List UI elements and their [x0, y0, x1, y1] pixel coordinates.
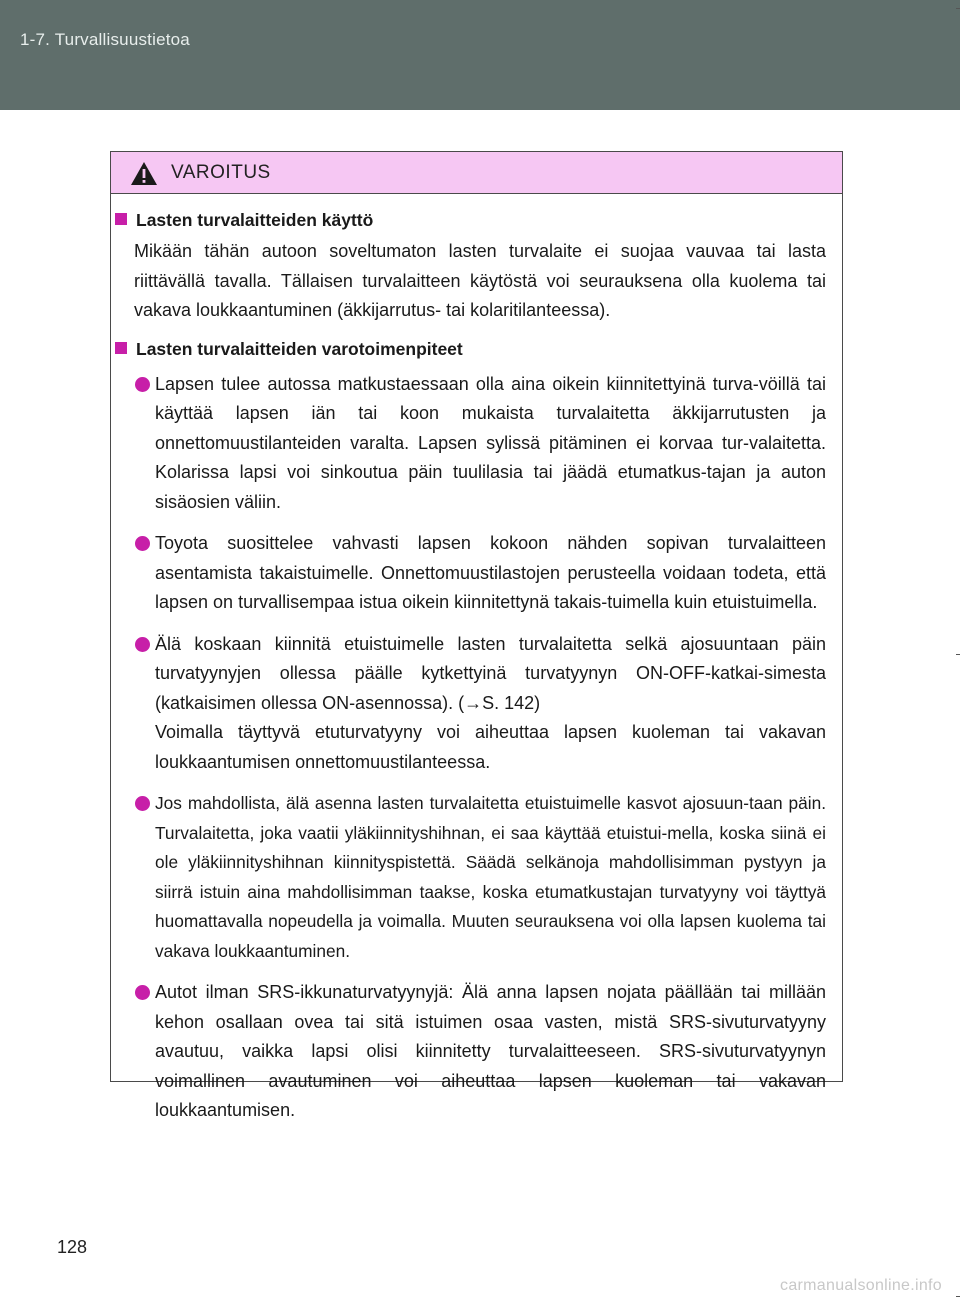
- bullet-item: [111, 370, 842, 518]
- bullet-text: Autot ilman SRS-ikkunaturvatyynyjä: Älä anna lapsen nojata päällään tai millään kehon osallaan ovea tai sitä istuimen osaa vasten, mistä SRS-sivuturvatyyny avautuu, vaikka lapsi olisi kiinnitetty turvalaitteeseen. SRS-sivuturvatyynyn voimallinen avautuminen voi aiheuttaa lapsen kuoleman tai vakavan loukkaantumisen.: [155, 982, 826, 1120]
- section-title: 1-7. Turvallisuustietoa: [20, 30, 190, 49]
- warning-content: [111, 193, 842, 1126]
- warning-box: [110, 151, 843, 1120]
- warning-header: [111, 152, 842, 194]
- round-bullet-icon: [135, 377, 150, 392]
- square-bullet-icon: [115, 213, 127, 225]
- bullet-text: Toyota suosittelee vahvasti lapsen kokoon nähden sopivan turvalaitteen asentamista takaistuimelle. Onnettomuustilastojen perusteella voidaan todeta, että lapsen on turvallisempaa istua oikein kiinnitettynä takais-tuimella kuin etuistuimella.: [155, 533, 826, 612]
- round-bullet-icon: [135, 637, 150, 652]
- crop-mark-mid-right: [956, 654, 960, 655]
- crop-mark-top-right: [956, 8, 960, 9]
- subheading-child-restraint-precautions: [111, 338, 842, 360]
- paragraph-child-restraint-use: Mikään tähän autoon soveltumaton lasten turvalaite ei suojaa vauvaa tai lasta riittävällä tavalla. Tällaisen turvalaitteen käytöstä voi seurauksena olla kuolema tai vakava loukkaantuminen (äkkijarrutus- tai kolaritilanteessa).: [134, 241, 826, 320]
- subheading-child-restraint-use: [111, 209, 842, 231]
- bullet-text: Lapsen tulee autossa matkustaessaan olla aina oikein kiinnitettyinä turva-vöillä tai käyttää lapsen iän tai koon mukaista turvalaitetta äkkijarrutusten ja onnettomuustilanteiden varalta. Lapsen sylissä pitäminen ei korvaa tur-valaitetta. Kolarissa lapsi voi sinkoutua päin tuulilasia tai jäädä etumatkus-tajan ja auton sisäosien väliin.: [155, 373, 826, 512]
- header-band: [0, 0, 960, 110]
- warning-triangle-icon: [130, 161, 158, 186]
- subheading-text: Lasten turvalaitteiden käyttö: [136, 210, 374, 230]
- round-bullet-icon: [135, 796, 150, 811]
- bullet-text: Jos mahdollista, älä asenna lasten turvalaitetta etuistuimelle kasvot ajosuun-taan päin. Turvalaitetta, joka vaatii yläkiinnityshihnan, ei saa käyttää etuistui-mella, koska siinä ei ole yläkiinnityshihnan kiinnityspistettä. Säädä selkänoja mahdollisimman pystyyn ja siirrä istuin aina mahdollisimman taakse, koska etumatkustajan turvatyyny voi täyttyä huomattavalla nopeudella ja voimalla. Muuten seurauksena voi olla lapsen kuolema tai vakava loukkaantuminen.: [155, 793, 826, 961]
- warning-label: VAROITUS: [171, 162, 271, 183]
- square-bullet-icon: [115, 342, 127, 354]
- round-bullet-icon: [135, 985, 150, 1000]
- bullet-item: [111, 789, 842, 966]
- watermark: carmanualsonline.info: [780, 1277, 942, 1294]
- subheading-text: Lasten turvalaitteiden varotoimenpiteet: [136, 338, 463, 359]
- bullet-text-extra: Voimalla täyttyvä etuturvatyyny voi aiheuttaa lapsen kuoleman tai vakavan loukkaantumisen onnettomuustilanteessa.: [155, 722, 826, 772]
- bullet-item: [111, 978, 842, 1126]
- bullet-item: [111, 630, 842, 778]
- bullet-item: [111, 529, 842, 618]
- round-bullet-icon: [135, 536, 150, 551]
- crop-mark-bottom-right: [956, 1296, 960, 1297]
- bullet-text: Älä koskaan kiinnitä etuistuimelle lasten turvalaitetta selkä ajosuuntaan päin turvatyynyjen ollessa päälle kytkettyinä turvatyynyn ON-OFF-katkai-simesta (katkaisimen ollessa ON-asennossa). (→S. 142): [155, 633, 826, 713]
- page-number: 128: [57, 1237, 88, 1257]
